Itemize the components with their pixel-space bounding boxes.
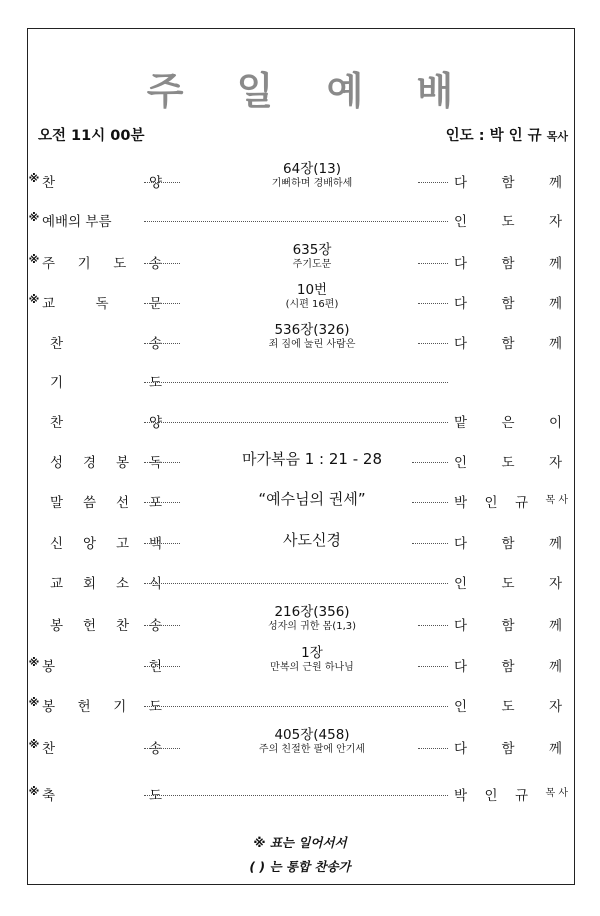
program-label bbox=[42, 210, 162, 230]
program-responsible bbox=[454, 491, 568, 511]
label-char: 고 bbox=[115, 536, 130, 552]
responsible-char: 도 bbox=[501, 576, 515, 592]
responsible-char: 목 사 bbox=[545, 788, 568, 799]
responsible-char: 도 bbox=[501, 455, 515, 471]
footer-note-standing: ※ 표는 일어서서 bbox=[253, 835, 347, 850]
leader-dots bbox=[144, 502, 180, 503]
responsible-char: 규 bbox=[515, 788, 529, 804]
program-content bbox=[196, 491, 428, 507]
program-responsible bbox=[454, 210, 562, 230]
leader-dots bbox=[418, 666, 448, 667]
responsible-char: 께 bbox=[548, 256, 562, 272]
leader-dots bbox=[144, 182, 180, 183]
responsible-char: 께 bbox=[548, 175, 562, 191]
label-char: 양 bbox=[148, 175, 162, 191]
label-char: 헌 bbox=[82, 618, 97, 634]
program-sub-text: 주기도문 bbox=[292, 259, 332, 270]
service-leader bbox=[446, 124, 568, 145]
label-char: 앙 bbox=[82, 536, 97, 552]
label-char: 포 bbox=[148, 495, 162, 511]
program-sub-text: (시편 16편) bbox=[285, 299, 339, 310]
standing-mark: ※ bbox=[28, 172, 40, 185]
program-responsible bbox=[454, 332, 562, 352]
leader-dots bbox=[144, 422, 448, 423]
label-char: 찬 bbox=[50, 336, 64, 352]
label-char: 찬 bbox=[42, 741, 56, 757]
program-label bbox=[50, 371, 162, 391]
program-main-text: 사도신경 bbox=[283, 531, 341, 549]
leader-dots bbox=[418, 182, 448, 183]
program-responsible bbox=[454, 655, 562, 675]
program-content bbox=[196, 282, 428, 311]
responsible-char: 께 bbox=[548, 659, 562, 675]
responsible-char: 은 bbox=[501, 415, 515, 431]
responsible-char: 다 bbox=[454, 741, 468, 757]
responsible-char: 도 bbox=[501, 214, 515, 230]
leader-dots bbox=[144, 706, 448, 707]
program-row bbox=[28, 689, 568, 729]
label-char: 회 bbox=[82, 576, 97, 592]
label-char: 봉 bbox=[115, 455, 130, 471]
program-label bbox=[42, 292, 162, 312]
leader-dots bbox=[418, 748, 448, 749]
leader-dots bbox=[144, 221, 448, 222]
program-row bbox=[28, 606, 568, 646]
responsible-char: 다 bbox=[454, 175, 468, 191]
program-label bbox=[50, 572, 162, 592]
leader-name: 인도 : 박 인 규 bbox=[445, 128, 547, 144]
leader-dots bbox=[418, 343, 448, 344]
leader-dots bbox=[144, 543, 180, 544]
responsible-char: 도 bbox=[501, 699, 515, 715]
standing-mark: ※ bbox=[28, 785, 40, 798]
responsible-char: 다 bbox=[454, 618, 468, 634]
program-main-text: 마가복음 1 : 21 - 28 bbox=[242, 450, 382, 468]
label-char: 신 bbox=[50, 536, 64, 552]
program-sub-text: 성자의 귀한 몸(1,3) bbox=[267, 621, 357, 632]
program-main-text: 216장(356) bbox=[274, 604, 350, 620]
leader-dots bbox=[144, 343, 180, 344]
leader-dots bbox=[144, 666, 180, 667]
label-char: 교 bbox=[50, 576, 64, 592]
responsible-char: 다 bbox=[454, 256, 468, 272]
leader-dots bbox=[412, 462, 448, 463]
responsible-char: 자 bbox=[548, 455, 562, 471]
program-main-text: 405장(458) bbox=[274, 727, 350, 743]
standing-mark: ※ bbox=[28, 656, 40, 669]
responsible-char: 인 bbox=[454, 699, 468, 715]
label-char: 독 bbox=[148, 455, 162, 471]
program-row bbox=[28, 566, 568, 606]
program-row bbox=[28, 324, 568, 364]
responsible-char: 목 사 bbox=[545, 495, 568, 506]
standing-mark: ※ bbox=[28, 211, 40, 224]
label-char: 씀 bbox=[82, 495, 97, 511]
label-char: 경 bbox=[82, 455, 97, 471]
program-row bbox=[28, 163, 568, 203]
program-main-text: 10번 bbox=[296, 282, 328, 298]
responsible-char: 자 bbox=[548, 699, 562, 715]
program-label bbox=[42, 695, 162, 715]
program-responsible bbox=[454, 171, 562, 191]
label-char: 헌 bbox=[77, 699, 91, 715]
label-char: 축 bbox=[42, 788, 56, 804]
program-main-text: “예수님의 권세” bbox=[258, 490, 366, 508]
program-responsible bbox=[454, 532, 562, 552]
label-char: 식 bbox=[148, 576, 162, 592]
label-char: 헌 bbox=[148, 659, 162, 675]
program-label bbox=[50, 532, 162, 552]
standing-mark: ※ bbox=[28, 293, 40, 306]
program-content bbox=[196, 727, 428, 756]
program-row bbox=[28, 485, 568, 525]
label-char: 찬 bbox=[50, 415, 64, 431]
program-row bbox=[28, 526, 568, 566]
leader-dots bbox=[144, 462, 180, 463]
label-char: 도 bbox=[148, 375, 162, 391]
leader-dots bbox=[144, 583, 448, 584]
responsible-char: 함 bbox=[501, 618, 515, 634]
label-char: 기 bbox=[77, 256, 91, 272]
service-time: 오전 11시 00분 bbox=[38, 128, 145, 144]
responsible-char: 께 bbox=[548, 336, 562, 352]
program-sub-text: 주의 친절한 팔에 안기세 bbox=[258, 744, 366, 755]
standing-mark: ※ bbox=[28, 738, 40, 751]
program-label bbox=[50, 332, 162, 352]
leader-dots bbox=[144, 748, 180, 749]
responsible-char: 인 bbox=[454, 455, 468, 471]
responsible-char: 인 bbox=[484, 495, 498, 511]
responsible-char: 다 bbox=[454, 336, 468, 352]
label-char: 교 bbox=[42, 296, 56, 312]
label-char: 소 bbox=[115, 576, 130, 592]
label-char: 봉 bbox=[50, 618, 64, 634]
program-label bbox=[42, 171, 162, 191]
responsible-char: 다 bbox=[454, 659, 468, 675]
program-row bbox=[28, 647, 568, 687]
program-row bbox=[28, 284, 568, 324]
responsible-char: 께 bbox=[548, 618, 562, 634]
responsible-char: 박 bbox=[454, 788, 468, 804]
responsible-char: 자 bbox=[548, 214, 562, 230]
responsible-char: 다 bbox=[454, 296, 468, 312]
program-responsible bbox=[454, 737, 562, 757]
program-responsible bbox=[454, 614, 562, 634]
leader-dots bbox=[418, 263, 448, 264]
program-responsible bbox=[454, 784, 568, 804]
standing-mark: ※ bbox=[28, 696, 40, 709]
responsible-char: 자 bbox=[548, 576, 562, 592]
program-responsible bbox=[454, 451, 562, 471]
program-main-text: 536장(326) bbox=[274, 322, 350, 338]
leader-title: 목사 bbox=[546, 130, 568, 143]
label-char: 문 bbox=[148, 296, 162, 312]
responsible-char: 함 bbox=[501, 741, 515, 757]
label-char: 예배의 부름 bbox=[42, 214, 112, 230]
program-label bbox=[42, 737, 162, 757]
label-char: 도 bbox=[148, 788, 162, 804]
program-responsible bbox=[454, 411, 562, 431]
program-sub-text: 만복의 근원 하나님 bbox=[270, 662, 354, 673]
leader-dots bbox=[412, 502, 448, 503]
responsible-char: 께 bbox=[548, 536, 562, 552]
program-responsible bbox=[454, 695, 562, 715]
program-label bbox=[50, 411, 162, 431]
label-char: 백 bbox=[148, 536, 162, 552]
label-char: 송 bbox=[148, 741, 162, 757]
standing-mark: ※ bbox=[28, 253, 40, 266]
program-content bbox=[196, 451, 428, 467]
program-row bbox=[28, 365, 568, 405]
label-char: 봉 bbox=[42, 659, 56, 675]
program-responsible bbox=[454, 292, 562, 312]
label-char: 기 bbox=[50, 375, 64, 391]
label-char: 주 bbox=[42, 256, 56, 272]
program-main-text: 635장 bbox=[292, 242, 332, 258]
responsible-char: 이 bbox=[548, 415, 562, 431]
leader-dots bbox=[144, 795, 448, 796]
program-sub-text: 죄 짐에 눌린 사람은 bbox=[268, 339, 356, 350]
program-main-text: 64장(13) bbox=[283, 161, 341, 177]
program-label bbox=[42, 784, 162, 804]
responsible-char: 규 bbox=[515, 495, 529, 511]
program-label bbox=[50, 614, 162, 634]
label-char: 송 bbox=[148, 256, 162, 272]
program-responsible bbox=[454, 252, 562, 272]
program-content bbox=[196, 532, 428, 548]
program-row bbox=[28, 445, 568, 485]
responsible-char: 인 bbox=[454, 214, 468, 230]
responsible-char: 맡 bbox=[454, 415, 468, 431]
label-char: 찬 bbox=[42, 175, 56, 191]
program-content bbox=[196, 242, 428, 271]
label-char: 봉 bbox=[42, 699, 56, 715]
responsible-char: 함 bbox=[501, 296, 515, 312]
label-char: 찬 bbox=[115, 618, 130, 634]
responsible-char: 께 bbox=[548, 296, 562, 312]
leader-dots bbox=[144, 263, 180, 264]
footer-note-hymnal: ( ) 는 통합 찬송가 bbox=[249, 859, 351, 874]
responsible-char: 인 bbox=[454, 576, 468, 592]
program-responsible bbox=[454, 572, 562, 592]
program-content bbox=[196, 322, 428, 351]
responsible-char: 다 bbox=[454, 536, 468, 552]
program-row bbox=[28, 204, 568, 244]
program-row bbox=[28, 778, 568, 818]
label-char: 송 bbox=[148, 618, 162, 634]
leader-dots bbox=[418, 625, 448, 626]
page-title: 주 일 예 배 bbox=[146, 69, 474, 113]
responsible-char: 함 bbox=[501, 175, 515, 191]
leader-dots bbox=[144, 382, 448, 383]
leader-dots bbox=[144, 303, 180, 304]
responsible-char: 께 bbox=[548, 741, 562, 757]
program-content bbox=[196, 645, 428, 674]
label-char: 성 bbox=[50, 455, 64, 471]
label-char: 선 bbox=[115, 495, 130, 511]
label-char: 송 bbox=[148, 336, 162, 352]
responsible-char: 함 bbox=[501, 659, 515, 675]
responsible-char: 함 bbox=[501, 256, 515, 272]
label-char: 양 bbox=[148, 415, 162, 431]
responsible-char: 함 bbox=[501, 536, 515, 552]
program-row bbox=[28, 729, 568, 769]
program-label bbox=[50, 491, 162, 511]
label-char: 말 bbox=[50, 495, 64, 511]
program-row bbox=[28, 405, 568, 445]
program-main-text: 1장 bbox=[301, 645, 323, 661]
label-char: 도 bbox=[148, 699, 162, 715]
program-label bbox=[42, 252, 162, 272]
label-char: 기 bbox=[113, 699, 127, 715]
responsible-char: 인 bbox=[484, 788, 498, 804]
program-label bbox=[42, 655, 162, 675]
leader-dots bbox=[144, 625, 180, 626]
program-content bbox=[196, 604, 428, 633]
leader-dots bbox=[418, 303, 448, 304]
program-content bbox=[196, 161, 428, 190]
program-row bbox=[28, 244, 568, 284]
leader-dots bbox=[412, 543, 448, 544]
responsible-char: 함 bbox=[501, 336, 515, 352]
program-sub-text: 기뻐하며 경배하세 bbox=[271, 178, 353, 189]
label-char: 도 bbox=[113, 256, 127, 272]
label-char: 독 bbox=[95, 296, 109, 312]
responsible-char: 박 bbox=[454, 495, 468, 511]
program-label bbox=[50, 451, 162, 471]
